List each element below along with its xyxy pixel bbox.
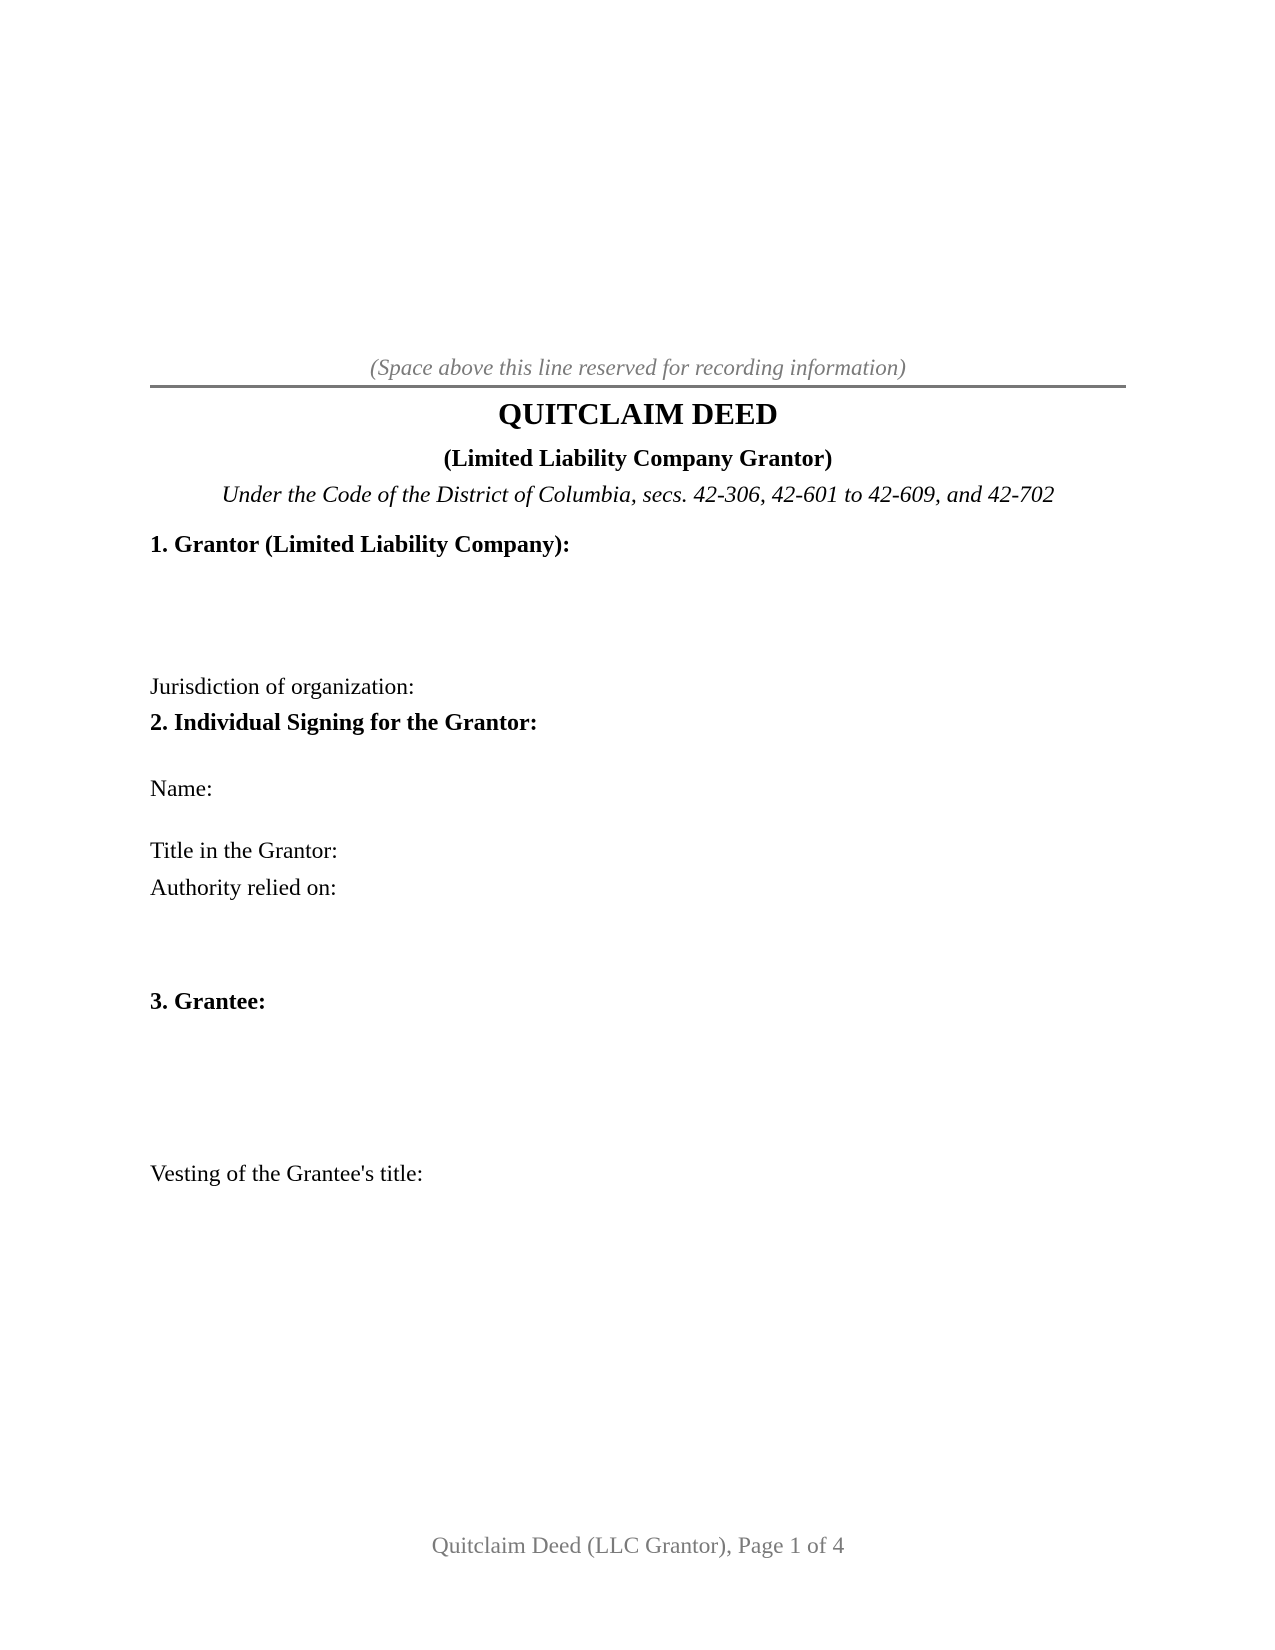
jurisdiction-label: Jurisdiction of organization: bbox=[150, 674, 415, 700]
authority-label: Authority relied on: bbox=[150, 875, 337, 901]
recording-space-note: (Space above this line reserved for recording information) bbox=[370, 355, 906, 380]
statute-reference: Under the Code of the District of Columbia, secs. 42-306, 42-601 to 42-609, and 42-702 bbox=[221, 482, 1055, 508]
document-subtitle: (Limited Liability Company Grantor) bbox=[443, 446, 833, 472]
signer-name-label: Name: bbox=[150, 776, 213, 802]
page-footer: Quitclaim Deed (LLC Grantor), Page 1 of 4 bbox=[431, 1533, 845, 1559]
signer-title-label: Title in the Grantor: bbox=[150, 838, 338, 864]
grantee-section-heading: 3. Grantee: bbox=[150, 989, 266, 1015]
signer-section-heading: 2. Individual Signing for the Grantor: bbox=[150, 710, 538, 736]
recording-divider-line bbox=[150, 385, 1126, 388]
grantor-section-heading: 1. Grantor (Limited Liability Company): bbox=[150, 532, 571, 558]
vesting-label: Vesting of the Grantee's title: bbox=[150, 1161, 424, 1187]
document-title: QUITCLAIM DEED bbox=[498, 396, 778, 431]
